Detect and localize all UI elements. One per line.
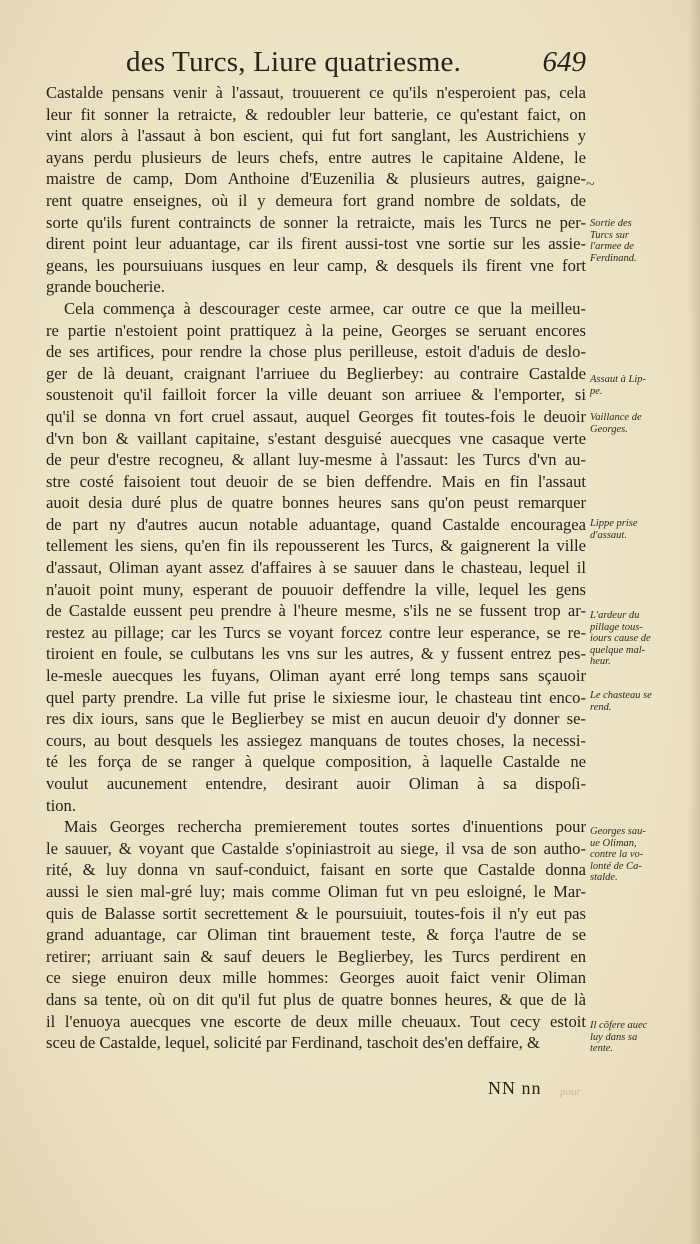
margin-note-line: Lippe prise	[590, 518, 638, 529]
margin-note-line: contre la vo-	[590, 849, 644, 860]
margin-note-line: Ferdinand.	[590, 252, 637, 264]
margin-note-line: Turcs sur	[590, 229, 630, 241]
text-line: geans, les poursuiuans iusques en leur camp, & desquels ils firent vne fort	[46, 255, 586, 275]
body-text	[46, 82, 586, 1054]
text-line: Cela commença à descourager ceste armee, car outre ce que la meilleu-	[64, 298, 586, 318]
text-line: aussi le sien mal-gré luy; mais comme Oliman fut vn peu esloigné, le Mar-	[46, 881, 586, 901]
text-line: re partie n'estoient point prattiquez à la peine, Georges se seruant encores	[46, 320, 586, 340]
text-line: qu'il se donna vn fort cruel assaut, auquel Georges fit toutes-fois le deuoir	[46, 406, 586, 426]
margin-note-line: Assaut à Lip-	[590, 374, 647, 385]
signature-mark: NN nn	[488, 1078, 542, 1098]
margin-note	[590, 610, 694, 668]
text-line: Castalde pensans venir à l'assaut, trouuerent ce qu'ils n'esperoient pas, cela	[46, 83, 586, 102]
text-line: le-mesle auecques les fuyans, Oliman ayant erré long temps sans sçauoir	[46, 666, 586, 686]
text-line: tion.	[46, 795, 76, 815]
margin-note-line: Sortie des	[590, 218, 632, 229]
text-line: res dix iours, sans que le Beglierbey se mist en aucun deuoir d'y donner se-	[46, 709, 586, 729]
text-line: leur fit sonner la retraicte, & redoubler leur batterie, ce qu'estant faict, on	[46, 104, 586, 124]
text-line: rent quatre enseignes, où il y demeura fort grand nombre de soldats, de	[46, 190, 586, 210]
margin-note-line: pillage tous-	[590, 621, 643, 633]
margin-note-line: lonté de Ca-	[590, 860, 642, 872]
text-line: rité, & luy donna vn sauf-conduict, faisant en sorte que Castalde donna	[46, 860, 586, 880]
text-line: ce siege enuiron deux mille hommes: Georges auoit faict venir Oliman	[46, 968, 586, 988]
margin-note-line: rend.	[590, 701, 612, 713]
text-line: dans sa tente, où on dit qu'il fut plus de quatre bonnes heures, & que de là	[46, 989, 586, 1009]
text-line: n'auoit point muny, esperant de pouuoir deffendre la ville, lequel les gens	[46, 579, 586, 599]
page-edge-shadow	[688, 0, 700, 1244]
text-line: quis de Balasse sortit secrettement & le poursuiuit, toutes-fois il n'y eut pas	[46, 903, 586, 923]
margin-note-line: Le chasteau se	[590, 690, 652, 701]
text-line: vint alors à l'assaut à bon escient, qui fut fort sanglant, les Austrichiens y	[46, 126, 586, 146]
margin-note-line: tente.	[590, 1043, 614, 1054]
margin-note-line: L'ardeur du	[590, 610, 640, 621]
text-line: quel party prendre. La ville fut prise le sixiesme iour, le chasteau tint enco-	[46, 687, 586, 707]
margin-note-line: heur.	[590, 656, 611, 667]
margin-note-line: luy dans sa	[590, 1031, 638, 1043]
margin-note	[590, 374, 694, 397]
text-line: grand aduantage, car Oliman tint brauement teste, & força l'autre de se	[46, 925, 586, 945]
margin-note-line: quelque mal-	[590, 644, 646, 656]
text-line: sorte qu'ils furent contraincts de sonner la retraicte, mais les Turcs ne per-	[46, 212, 586, 232]
margin-note	[590, 1020, 694, 1055]
margin-note-line: l'armee de	[590, 241, 634, 252]
text-line: voulut aucunement entendre, desirant auoir Oliman à sa dispoſi-	[46, 774, 586, 793]
ink-mark: ~	[586, 176, 595, 193]
margin-note	[590, 218, 694, 264]
margin-note	[590, 412, 694, 435]
text-line: maistre de camp, Dom Anthoine d'Euzenilia & plusieurs autres, gaigne-	[46, 169, 586, 189]
text-line: soustenoit qu'il failloit forcer la ville deuant son arriuee & l'emporter, si	[46, 385, 586, 405]
text-line: ayans perdu plusieurs de leurs chefs, entre autres le capitaine Aldene, le	[46, 147, 586, 167]
text-line: sceu de Castalde, lequel, solicité par Ferdinand, taschoit des'en deffaire, &	[46, 1033, 540, 1053]
text-line: d'assaut, Oliman ayant assez d'affaires à se sauuer dans le chasteau, lequel il	[46, 558, 586, 578]
text-line: té les força de se ranger à quelque composition, à laquelle Castalde ne	[46, 752, 586, 772]
text-line: dirent point leur aduantage, car ils firent aussi-tost vne sortie sur les assie-	[46, 234, 586, 254]
text-line: auoit desia duré plus de quatre bonnes heures sans qu'on peust remarquer	[46, 493, 586, 513]
margin-note	[590, 518, 694, 541]
text-line: grande boucherie.	[46, 277, 165, 297]
margin-note-line: stalde.	[590, 872, 618, 883]
text-line: de Castalde eussent peu prendre à l'heure mesme, s'ils ne se fussent trop ar-	[46, 601, 586, 621]
page-header	[46, 40, 586, 84]
margin-note-line: d'assaut.	[590, 529, 627, 541]
bleed-through-text: pour	[560, 1086, 581, 1098]
margin-note-line: Vaillance de	[590, 412, 642, 423]
text-line: retirer; arriuant sain & sauf deuers le Beglierbey, les Turcs perdirent en	[46, 946, 586, 966]
text-line: tellement les siens, qu'en fin ils repousserent les Turcs, & gaignerent la ville	[46, 536, 586, 556]
running-head: des Turcs, Liure quatriesme.	[126, 46, 462, 78]
text-line: il l'enuoya auecques vne escorte de deux mille cheuaux. Tout cecy estoit	[46, 1011, 586, 1031]
page-number: 649	[542, 46, 586, 78]
margin-note-line: iours cause de	[590, 633, 651, 644]
text-line: Mais Georges rechercha premierement toutes sortes d'inuentions pour	[64, 817, 586, 837]
margin-note-line: Georges.	[590, 423, 628, 435]
text-line: le sauuer, & voyant que Castalde s'opiniastroit au siege, il vsa de son autho-	[46, 838, 586, 858]
margin-note-line: Georges sau-	[590, 826, 646, 837]
margin-note-line: ue Oliman,	[590, 837, 637, 849]
text-line: stre costé faisoient tout deuoir de se bien deffendre. Mais en fin l'assaut	[46, 471, 586, 491]
text-line: ger de là deuant, craignant l'arriuee du Beglierbey: au contraire Castalde	[46, 363, 586, 383]
text-line: de part ny d'autres aucun notable aduantage, quand Castalde encouragea	[46, 514, 586, 534]
margin-note	[590, 826, 694, 884]
text-line: cours, au bout desquels les assiegez manquans de toutes choses, la necessi-	[46, 730, 586, 750]
margin-note-line: pe.	[590, 385, 603, 397]
text-line: d'vn bon & vaillant capitaine, s'estant desguisé auecques vne casaque verte	[46, 428, 586, 448]
margin-note-line: Il cõfere auec	[590, 1020, 648, 1031]
text-line: tiroient en foule, se culbutans les vns sur les autres, & y fussent entrez pes-	[46, 644, 586, 664]
margin-note	[590, 690, 694, 713]
text-line: restez au pillage; car les Turcs se voyant forcez contre leur esperance, se re-	[46, 622, 586, 642]
text-line: de peur d'estre recogneu, & allant luy-mesme à l'assaut: les Turcs d'vn au-	[46, 450, 586, 470]
text-line: de ses artifices, pour rendre la chose plus perilleuse, estoit d'aduis de deslo-	[46, 342, 586, 362]
